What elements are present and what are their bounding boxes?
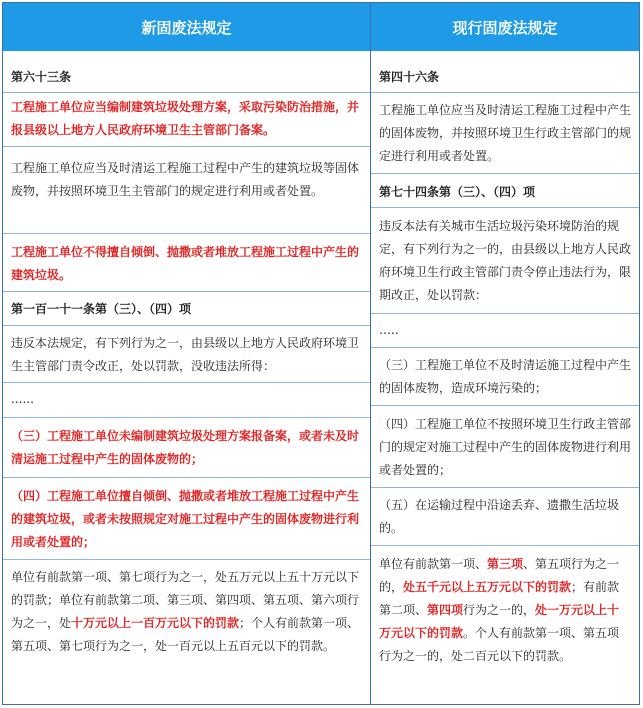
article-111-title: 第一百一十一条第（三）、（四）项 <box>11 302 192 316</box>
penalty-text-c: ；个人有前款第一项、第五项、第七项行为之一，处一百元以上五百元以下的罚款。 <box>11 616 360 653</box>
pen-highlight-fine-2: 处一万元以上十万元以下的罚款 <box>379 603 620 640</box>
row-divider <box>371 405 639 406</box>
row-divider <box>371 173 639 174</box>
row-divider <box>371 313 639 314</box>
pen-text-3: 、第五项行为之一的， <box>379 557 620 594</box>
right-penalty-paragraph <box>379 553 631 668</box>
pen-text-1: 单位有前款第一项、 <box>379 557 488 571</box>
left-penalty-paragraph <box>11 566 362 658</box>
article-63-para2: 工程施工单位应当及时清运工程施工过程中产生的建筑垃圾等固体废物，并按照环境卫生主管部门的规定进行利用或者处置。 <box>11 161 360 198</box>
penalty-text-a: 单位有前款第一项、第七项行为之一，处五万元以上五十万元以下的罚款；单位有前款第二项、第三项、第四项、第五项、第六项行为之一，处 <box>11 570 360 630</box>
row-divider <box>3 146 370 147</box>
right-column-header: 现行固废法规定 <box>371 3 639 51</box>
pen-text-5: ；有前款第二项、 <box>379 580 620 617</box>
article-63-para1: 工程施工单位应当编制建筑垃圾处理方案，采取污染防治措施，并报县级以上地方人民政府环境卫生主管部门备案。 <box>11 100 360 137</box>
comparison-table <box>2 2 640 705</box>
right-column <box>371 51 639 704</box>
row-divider <box>3 92 370 93</box>
pen-text-9: 。个人有前款第一项、第五项行为之一的，处二百元以下的罚款。 <box>379 626 620 663</box>
article-111-para1: 违反本法规定，有下列行为之一，由县级以上地方人民政府环境卫生主管部门责令改正，处以罚款，没收违法所得： <box>11 336 360 373</box>
row-divider <box>371 207 639 208</box>
article-46-title: 第四十六条 <box>379 70 440 84</box>
row-divider <box>3 325 370 326</box>
row-divider <box>3 233 370 234</box>
row-divider <box>3 477 370 478</box>
pen-highlight-item3: 第三项 <box>487 557 524 571</box>
article-74-title: 第七十四条第（三）、（四）项 <box>379 185 536 199</box>
row-divider <box>371 487 639 488</box>
right-item-3: （三）工程施工单位不及时清运施工过程中产生的固体废物，造成环境污染的； <box>379 358 632 395</box>
pen-highlight-fine-1: 处五千元以上五万元以下的罚款 <box>403 580 572 594</box>
penalty-text-highlight: 十万元以上一百万元以下的罚款 <box>71 616 240 630</box>
left-column <box>3 51 370 704</box>
article-74-para1: 违反本法有关城市生活垃圾污染环境防治的规定，有下列行为之一的，由县级以上地方人民政府环境卫生行政主管部门责令停止违法行为，限期改正，处以罚款： <box>379 219 632 302</box>
left-item-4: （四）工程施工单位擅自倾倒、抛撒或者堆放工程施工过程中产生的建筑垃圾，或者未按照规定对施工过程中产生的固体废物进行利用或者处置的； <box>11 489 360 549</box>
left-column-header: 新固废法规定 <box>3 3 370 51</box>
left-item-3: （三）工程施工单位未编制建筑垃圾处理方案报备案，或者未及时清运施工过程中产生的固体废物的； <box>11 429 360 466</box>
right-item-4: （四）工程施工单位不按照环境卫生行政主管部门的规定对施工过程中产生的固体废物进行利用或者处置的； <box>379 417 632 477</box>
row-divider <box>3 559 370 560</box>
row-divider <box>3 382 370 383</box>
row-divider <box>371 92 639 93</box>
article-63-title: 第六十三条 <box>11 70 72 84</box>
right-item-5: （五）在运输过程中沿途丢弃、遗撒生活垃圾的。 <box>379 498 620 535</box>
row-divider <box>3 417 370 418</box>
left-ellipsis: ...... <box>11 392 34 406</box>
article-63-para3: 工程施工单位不得擅自倾倒、抛撒或者堆放工程施工过程中产生的建筑垃圾。 <box>11 245 360 282</box>
row-divider <box>3 291 370 292</box>
pen-highlight-item4: 第四项 <box>427 603 464 617</box>
right-ellipsis: ….. <box>379 323 399 337</box>
article-46-para1: 工程施工单位应当及时清运工程施工过程中产生的固体废物，并按照环境卫生行政主管部门的规定进行利用或者处置。 <box>379 103 632 163</box>
pen-text-7: 行为之一的， <box>463 603 536 617</box>
row-divider <box>371 347 639 348</box>
row-divider <box>371 545 639 546</box>
